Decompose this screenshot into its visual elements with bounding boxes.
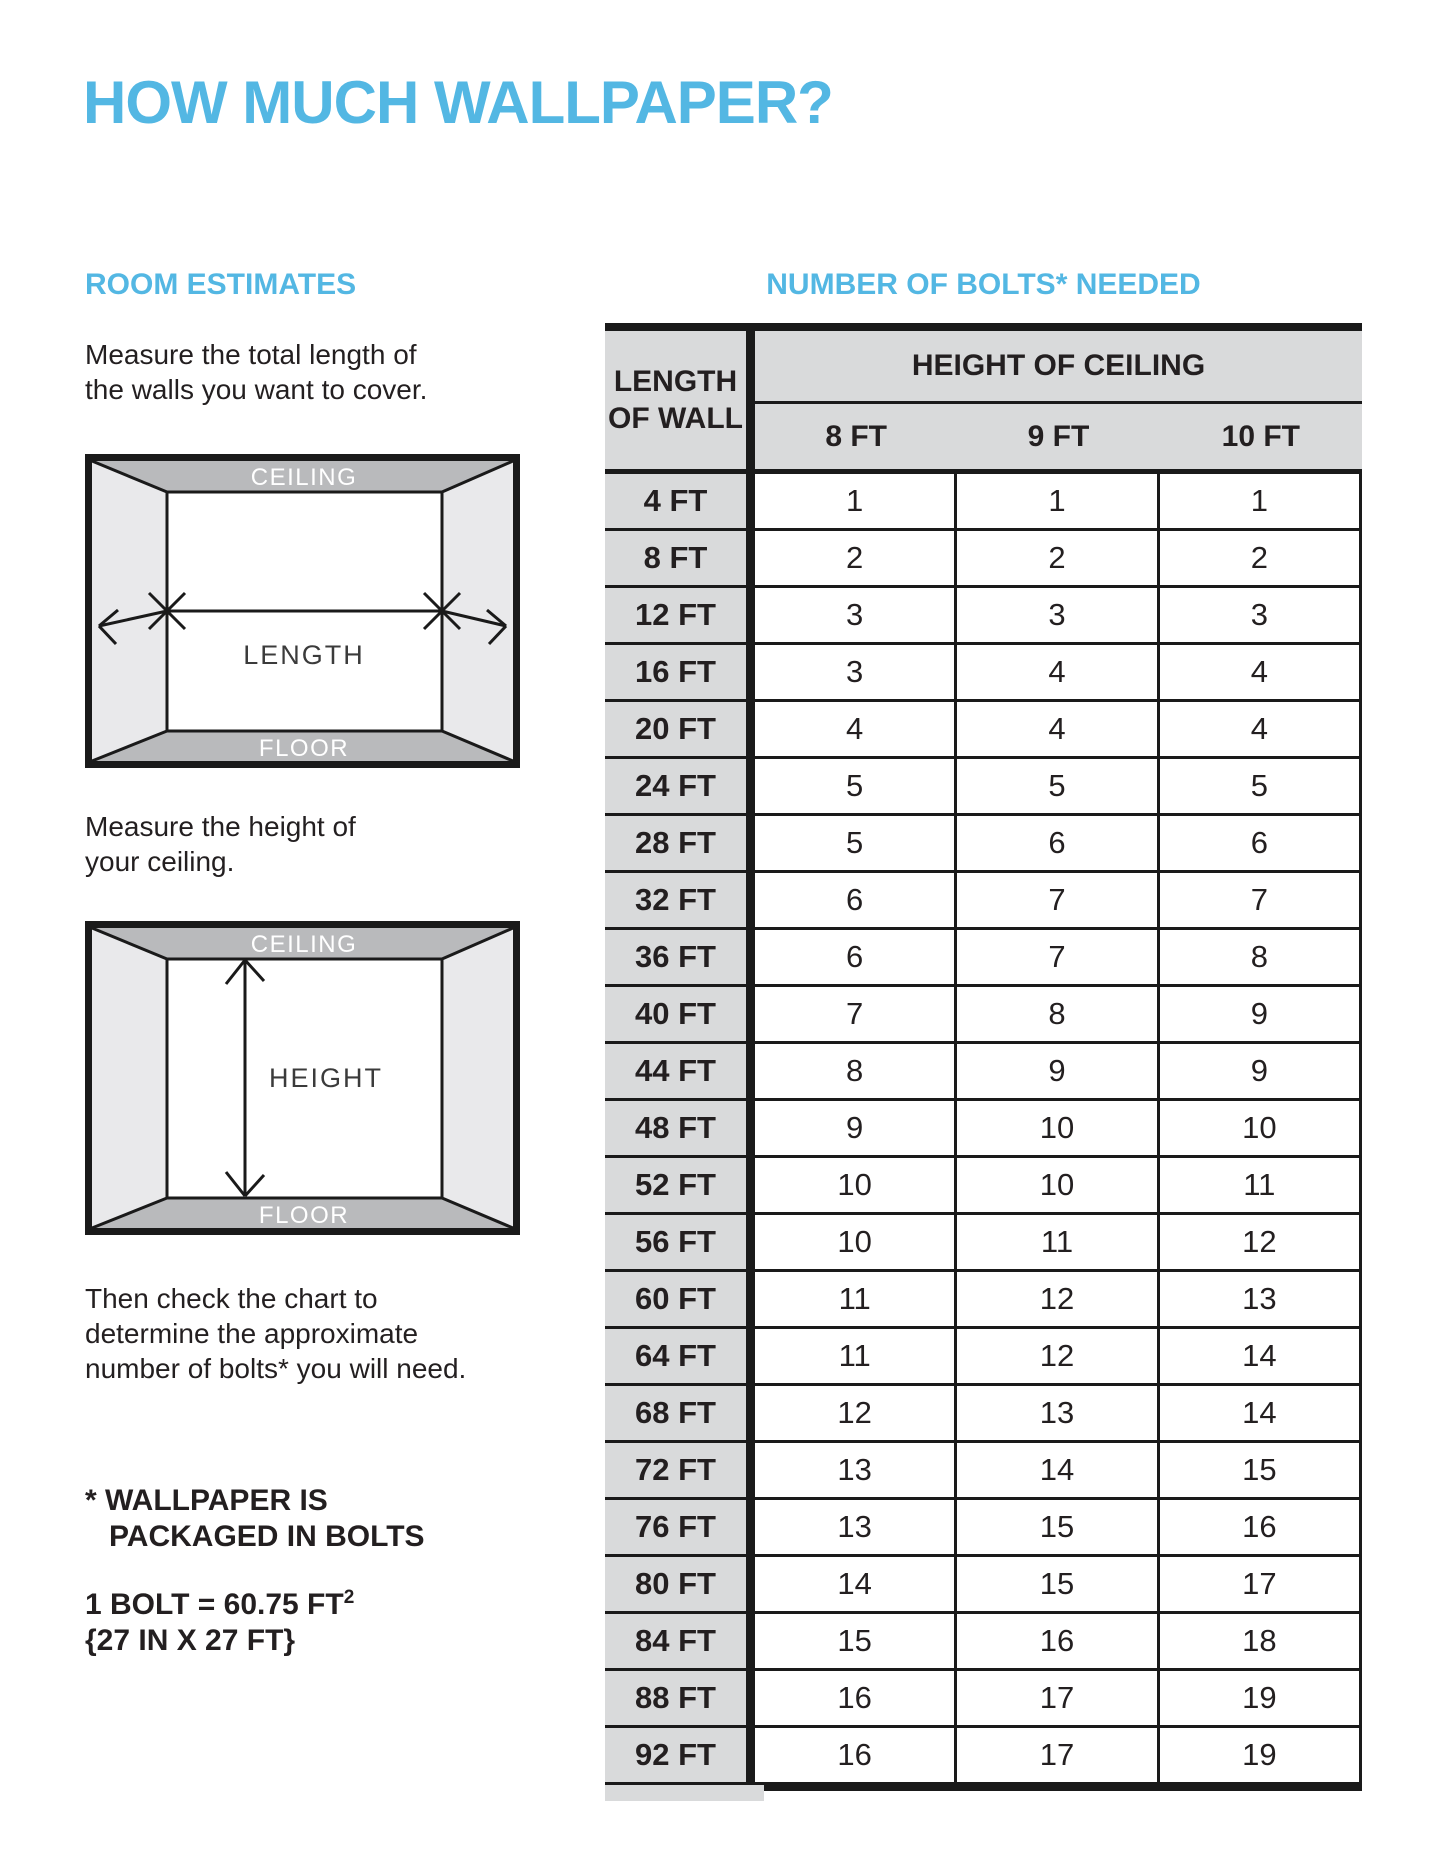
bolt-count-cell: 8 <box>755 1044 954 1098</box>
instruction-line: the walls you want to cover. <box>85 374 428 405</box>
bolt-count-cell: 5 <box>1157 759 1362 813</box>
bolt-count-cell: 13 <box>755 1500 954 1554</box>
instruction-measure-height <box>85 809 356 879</box>
table-row <box>605 1557 1362 1614</box>
bolt-count-cell: 12 <box>755 1386 954 1440</box>
bolt-count-cell: 13 <box>954 1386 1156 1440</box>
bolt-count-cell: 18 <box>1157 1614 1362 1668</box>
table-bottom-border-wrap <box>764 1785 1362 1801</box>
row-length-label: 48 FT <box>605 1101 755 1155</box>
row-length-label: 32 FT <box>605 873 755 927</box>
table-bottom-gray-tab <box>605 1785 764 1801</box>
bolt-count-cell: 15 <box>1157 1443 1362 1497</box>
bolt-count-cell: 10 <box>1157 1101 1362 1155</box>
table-row <box>605 816 1362 873</box>
row-length-label: 72 FT <box>605 1443 755 1497</box>
bolt-count-cell: 15 <box>954 1500 1156 1554</box>
bolt-count-cell: 7 <box>954 930 1156 984</box>
bolt-count-cell: 19 <box>1157 1671 1362 1725</box>
bolt-count-cell: 9 <box>954 1044 1156 1098</box>
bolt-count-cell: 4 <box>1157 702 1362 756</box>
instruction-line: your ceiling. <box>85 846 235 877</box>
floor-label: FLOOR <box>258 1202 350 1229</box>
bolt-count-cell: 3 <box>755 645 954 699</box>
left-wall-surface <box>92 928 167 1228</box>
bolt-dimensions: {27 IN X 27 FT} <box>85 1624 296 1657</box>
bolt-count-cell: 5 <box>755 759 954 813</box>
table-row <box>605 1671 1362 1728</box>
bolt-count-cell: 17 <box>954 1728 1156 1782</box>
table-row <box>605 474 1362 531</box>
bolt-count-cell: 2 <box>954 531 1156 585</box>
table-row <box>605 759 1362 816</box>
right-wall-surface <box>442 461 513 761</box>
row-length-label: 60 FT <box>605 1272 755 1326</box>
page-title: HOW MUCH WALLPAPER? <box>83 69 833 136</box>
row-length-label: 8 FT <box>605 531 755 585</box>
row-length-label: 44 FT <box>605 1044 755 1098</box>
table-bottom <box>605 1785 1362 1801</box>
table-row <box>605 930 1362 987</box>
instruction-line: Measure the total length of <box>85 339 417 370</box>
bolt-equation-exponent: 2 <box>343 1587 355 1608</box>
row-length-label: 28 FT <box>605 816 755 870</box>
bolt-count-cell: 11 <box>1157 1158 1362 1212</box>
column-header-8ft: 8 FT <box>825 419 887 453</box>
bolt-count-cell: 6 <box>954 816 1156 870</box>
table-row <box>605 1728 1362 1785</box>
table-row <box>605 531 1362 588</box>
bolt-count-cell: 10 <box>954 1158 1156 1212</box>
room-height-diagram-svg <box>85 921 520 1235</box>
bolt-count-cell: 9 <box>755 1101 954 1155</box>
length-label: LENGTH <box>243 640 365 670</box>
table-row <box>605 1101 1362 1158</box>
bolt-count-cell: 15 <box>755 1614 954 1668</box>
room-estimates-heading: ROOM ESTIMATES <box>85 268 357 301</box>
bolt-count-cell: 11 <box>755 1272 954 1326</box>
bolt-count-cell: 2 <box>1157 531 1362 585</box>
room-length-diagram <box>85 454 520 773</box>
height-label: HEIGHT <box>269 1063 384 1093</box>
bolt-count-cell: 10 <box>755 1158 954 1212</box>
table-row <box>605 1329 1362 1386</box>
bolt-count-cell: 4 <box>954 645 1156 699</box>
bolt-count-cell: 3 <box>1157 588 1362 642</box>
row-length-label: 80 FT <box>605 1557 755 1611</box>
wallpaper-bolts-table <box>605 323 1362 1801</box>
bolt-equation-text: 1 BOLT = 60.75 FT <box>85 1588 344 1621</box>
bolt-count-cell: 1 <box>1157 474 1362 528</box>
bolt-count-cell: 4 <box>1157 645 1362 699</box>
column-header-10ft: 10 FT <box>1221 419 1300 453</box>
instruction-line: Measure the height of <box>85 811 356 842</box>
column-header-9ft: 9 FT <box>1027 419 1090 453</box>
footnote-line: PACKAGED IN BOLTS <box>109 1520 425 1553</box>
table-row <box>605 702 1362 759</box>
table-row <box>605 645 1362 702</box>
bolts-needed-heading: NUMBER OF BOLTS* NEEDED <box>766 268 1201 301</box>
length-of-wall-header-line: LENGTH <box>613 365 738 398</box>
bolt-count-cell: 14 <box>954 1443 1156 1497</box>
bolt-count-cell: 19 <box>1157 1728 1362 1782</box>
table-header <box>605 331 1362 469</box>
row-length-label: 56 FT <box>605 1215 755 1269</box>
row-length-label: 40 FT <box>605 987 755 1041</box>
bolt-count-cell: 8 <box>954 987 1156 1041</box>
row-length-label: 64 FT <box>605 1329 755 1383</box>
bolt-count-cell: 7 <box>1157 873 1362 927</box>
bolt-count-cell: 15 <box>954 1557 1156 1611</box>
row-length-label: 92 FT <box>605 1728 755 1782</box>
row-length-label: 12 FT <box>605 588 755 642</box>
bolt-count-cell: 10 <box>755 1215 954 1269</box>
bolt-count-cell: 7 <box>755 987 954 1041</box>
bolt-count-cell: 4 <box>954 702 1156 756</box>
instruction-line: determine the approximate <box>85 1318 419 1349</box>
bolt-count-cell: 17 <box>954 1671 1156 1725</box>
row-length-label: 84 FT <box>605 1614 755 1668</box>
table-top-border <box>605 323 1362 331</box>
bolt-count-cell: 16 <box>1157 1500 1362 1554</box>
bolt-count-cell: 12 <box>954 1329 1156 1383</box>
length-of-wall-header <box>605 331 755 469</box>
left-wall-surface <box>92 461 167 761</box>
instruction-line: number of bolts* you will need. <box>85 1353 467 1384</box>
table-row <box>605 1443 1362 1500</box>
bolt-count-cell: 9 <box>1157 987 1362 1041</box>
table-row <box>605 588 1362 645</box>
bolt-equation <box>85 1588 354 1622</box>
ceiling-height-header-group <box>755 331 1362 469</box>
row-length-label: 16 FT <box>605 645 755 699</box>
row-length-label: 52 FT <box>605 1158 755 1212</box>
bolt-count-cell: 12 <box>1157 1215 1362 1269</box>
row-length-label: 36 FT <box>605 930 755 984</box>
bolt-count-cell: 13 <box>1157 1272 1362 1326</box>
bolt-count-cell: 16 <box>755 1671 954 1725</box>
footnote-line: * WALLPAPER IS <box>85 1484 328 1517</box>
bolt-count-cell: 3 <box>755 588 954 642</box>
right-wall-surface <box>442 928 513 1228</box>
table-row <box>605 1614 1362 1671</box>
table-row <box>605 1386 1362 1443</box>
table-row <box>605 1158 1362 1215</box>
bolt-count-cell: 1 <box>954 474 1156 528</box>
bolt-count-cell: 1 <box>755 474 954 528</box>
bolt-count-cell: 2 <box>755 531 954 585</box>
row-length-label: 88 FT <box>605 1671 755 1725</box>
bolt-count-cell: 9 <box>1157 1044 1362 1098</box>
height-of-ceiling-header: HEIGHT OF CEILING <box>755 331 1362 404</box>
floor-label: FLOOR <box>258 735 350 762</box>
bolt-count-cell: 14 <box>1157 1329 1362 1383</box>
bolt-count-cell: 8 <box>1157 930 1362 984</box>
bolt-count-cell: 12 <box>954 1272 1156 1326</box>
table-body <box>605 474 1362 1785</box>
bolt-count-cell: 16 <box>755 1728 954 1782</box>
bolt-count-cell: 11 <box>954 1215 1156 1269</box>
table-row <box>605 873 1362 930</box>
ceiling-label: CEILING <box>250 931 358 958</box>
table-row <box>605 1500 1362 1557</box>
row-length-label: 68 FT <box>605 1386 755 1440</box>
table-row <box>605 1272 1362 1329</box>
table-row <box>605 1044 1362 1101</box>
room-length-diagram-svg <box>85 454 520 768</box>
row-length-label: 76 FT <box>605 1500 755 1554</box>
row-length-label: 4 FT <box>605 474 755 528</box>
bolt-count-cell: 10 <box>954 1101 1156 1155</box>
ceiling-height-columns <box>755 404 1362 469</box>
bolt-count-cell: 7 <box>954 873 1156 927</box>
row-length-label: 24 FT <box>605 759 755 813</box>
bolt-count-cell: 6 <box>1157 816 1362 870</box>
bolt-count-cell: 6 <box>755 930 954 984</box>
instruction-measure-length <box>85 337 427 407</box>
footnote-wallpaper-bolts <box>85 1483 425 1555</box>
bolt-count-cell: 17 <box>1157 1557 1362 1611</box>
row-length-label: 20 FT <box>605 702 755 756</box>
instruction-line: Then check the chart to <box>85 1283 378 1314</box>
bolt-count-cell: 14 <box>1157 1386 1362 1440</box>
table-row <box>605 1215 1362 1272</box>
bolt-count-cell: 13 <box>755 1443 954 1497</box>
bolt-count-cell: 4 <box>755 702 954 756</box>
bolt-count-cell: 5 <box>755 816 954 870</box>
instruction-check-chart <box>85 1281 466 1386</box>
bolt-count-cell: 11 <box>755 1329 954 1383</box>
length-of-wall-header-line: OF WALL <box>608 402 743 435</box>
ceiling-label: CEILING <box>250 464 358 491</box>
bolt-count-cell: 14 <box>755 1557 954 1611</box>
table-bottom-border <box>764 1785 1362 1791</box>
bolt-count-cell: 3 <box>954 588 1156 642</box>
bolt-count-cell: 6 <box>755 873 954 927</box>
table-row <box>605 987 1362 1044</box>
room-height-diagram <box>85 921 520 1240</box>
bolt-count-cell: 16 <box>954 1614 1156 1668</box>
bolt-count-cell: 5 <box>954 759 1156 813</box>
